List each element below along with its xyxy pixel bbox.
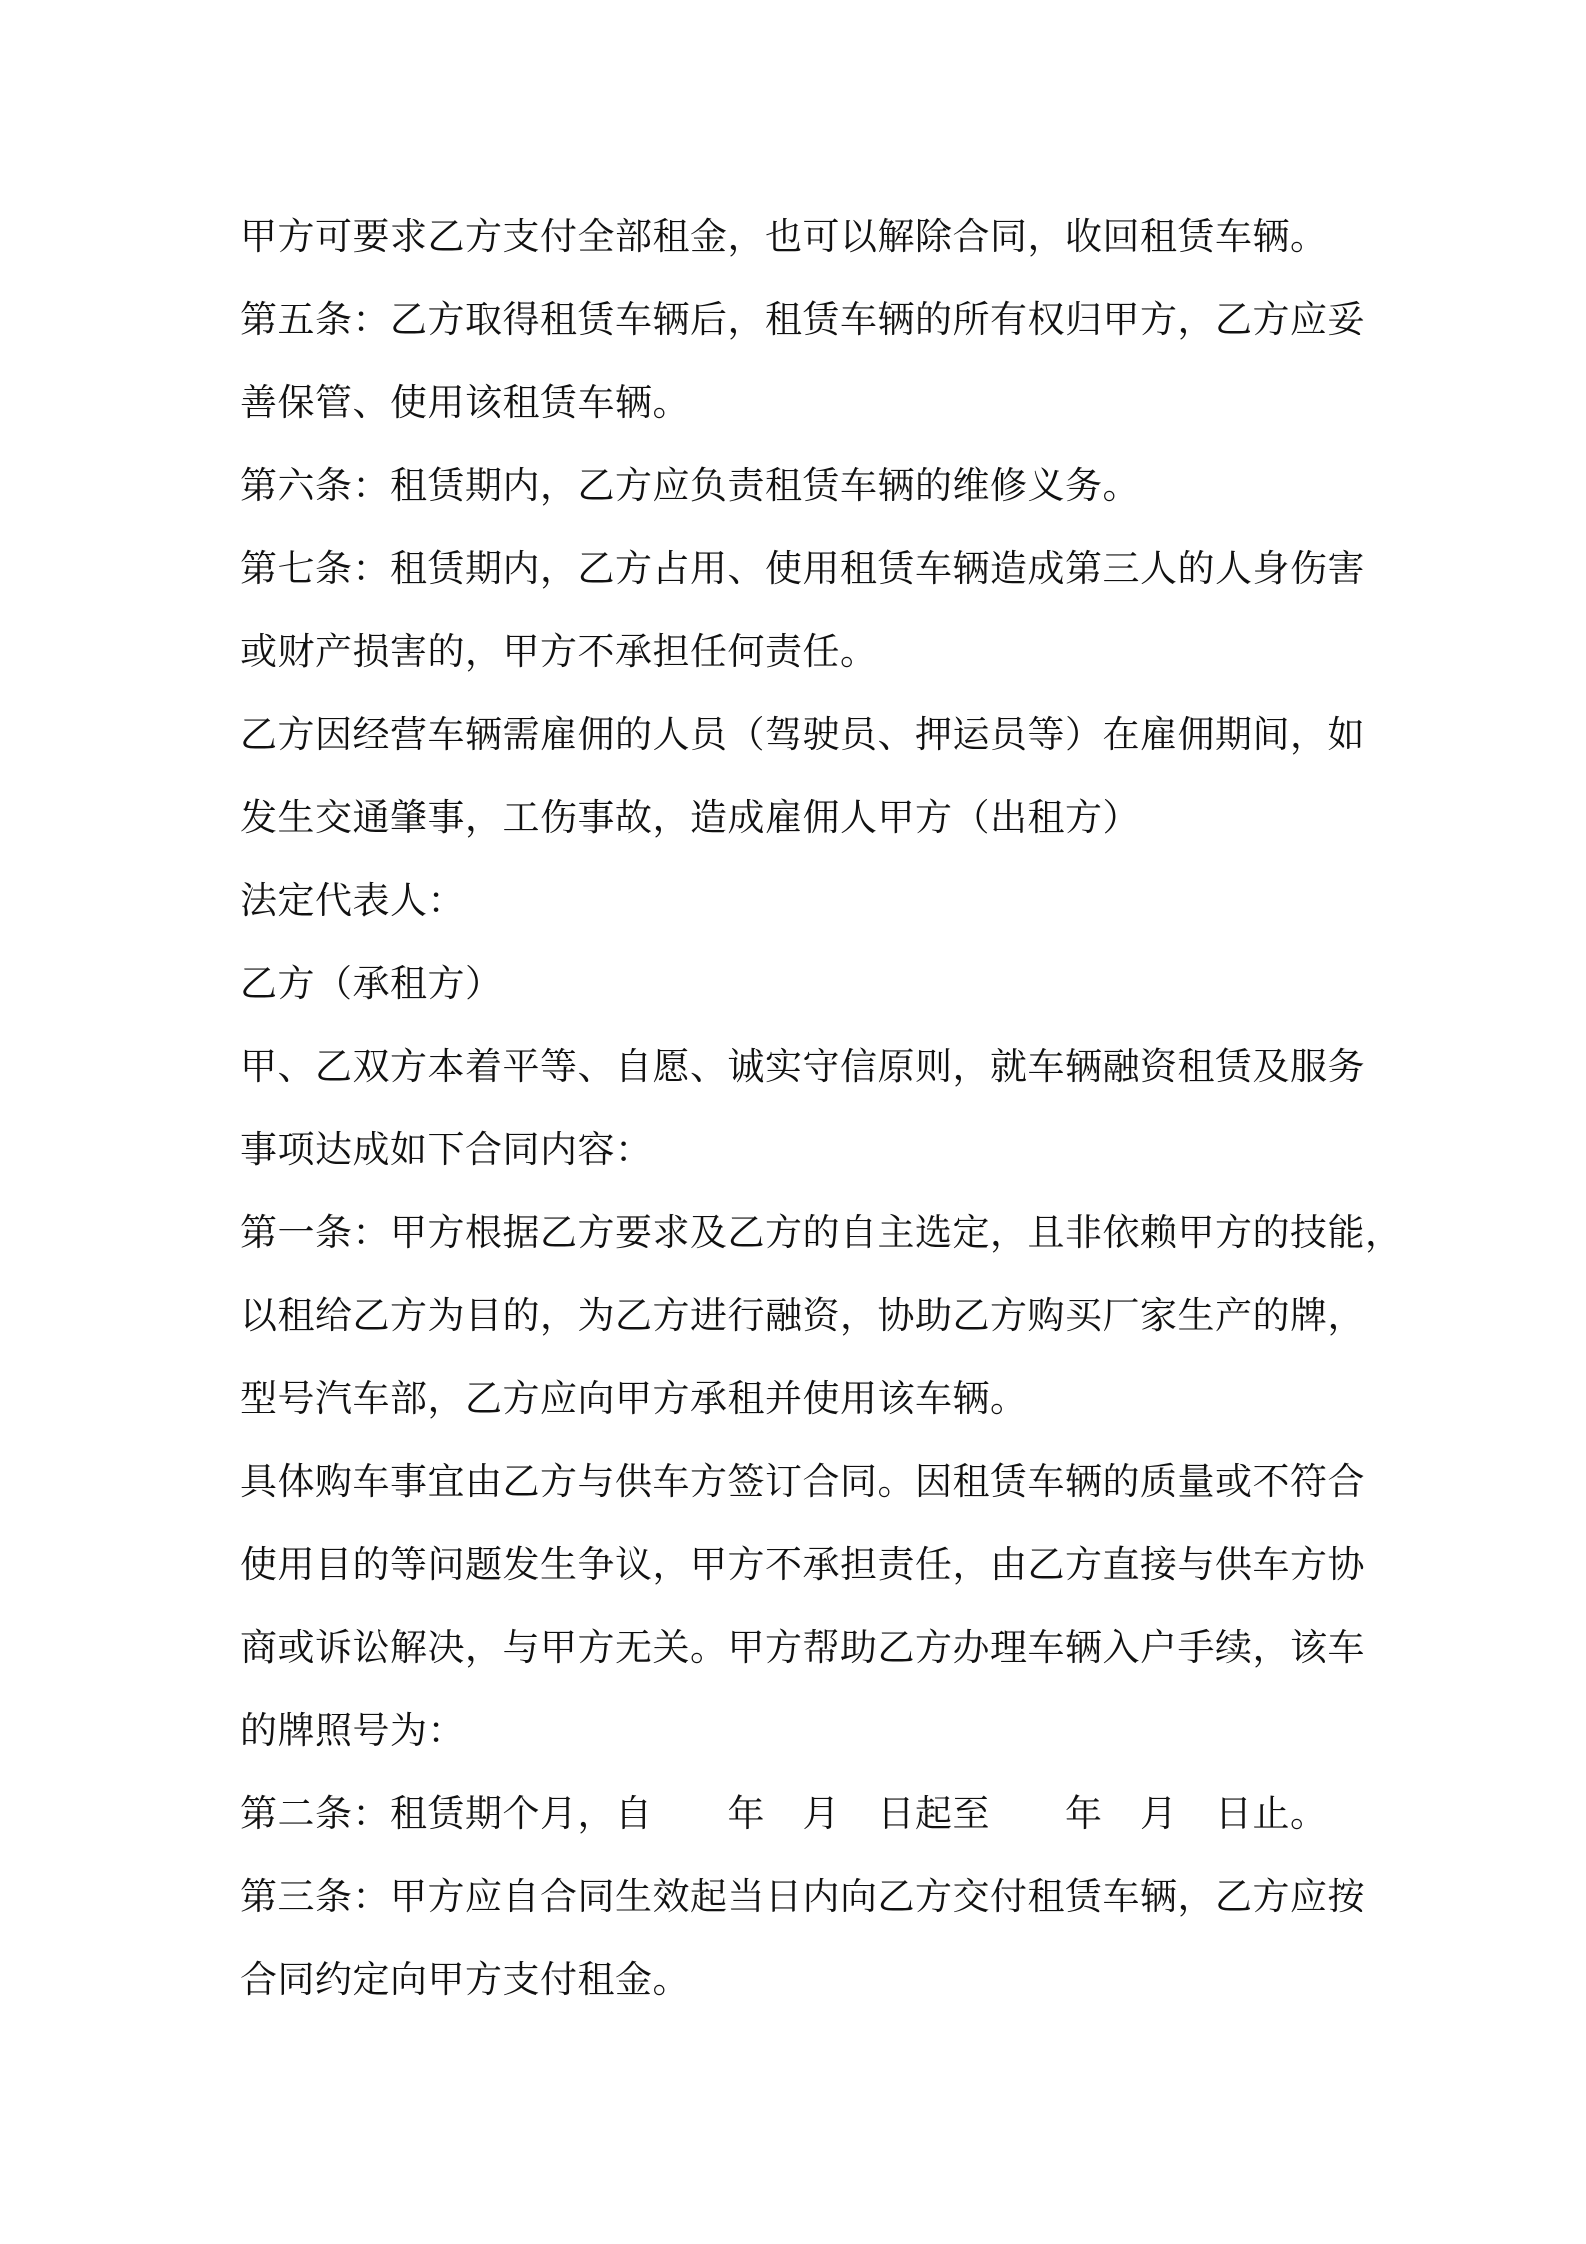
purchase-paragraph-line-2: 使用目的等问题发生争议，甲方不承担责任，由乙方直接与供车方协	[240, 1543, 1365, 1586]
clause-6-line-1: 第六条：租赁期内，乙方应负责租赁车辆的维修义务。	[240, 464, 1140, 507]
clause-3-line-2: 合同约定向甲方支付租金。	[240, 1958, 690, 2001]
legal-representative-label: 法定代表人：	[240, 879, 465, 922]
clause-1-line-3: 型号汽车部，乙方应向甲方承租并使用该车辆。	[240, 1377, 1028, 1420]
clause-5-line-1: 第五条：乙方取得租赁车辆后，租赁车辆的所有权归甲方，乙方应妥	[240, 298, 1365, 341]
text-line-1: 甲方可要求乙方支付全部租金，也可以解除合同，收回租赁车辆。	[240, 215, 1328, 258]
purchase-paragraph-line-1: 具体购车事宜由乙方与供车方签订合同。因租赁车辆的质量或不符合	[240, 1460, 1365, 1503]
clause-1-line-1: 第一条：甲方根据乙方要求及乙方的自主选定，且非依赖甲方的技能，	[240, 1211, 1403, 1254]
employee-paragraph-line-2: 发生交通肇事，工伤事故，造成雇佣人甲方（出租方）	[240, 796, 1140, 839]
preamble-line-1: 甲、乙双方本着平等、自愿、诚实守信原则，就车辆融资租赁及服务	[240, 1045, 1365, 1088]
clause-2-line-1: 第二条：租赁期个月，自 年 月 日起至 年 月 日止。	[240, 1792, 1328, 1835]
preamble-line-2: 事项达成如下合同内容：	[240, 1128, 653, 1171]
document-body	[240, 195, 1403, 2021]
clause-5-line-2: 善保管、使用该租赁车辆。	[240, 381, 690, 424]
clause-3-line-1: 第三条：甲方应自合同生效起当日内向乙方交付租赁车辆，乙方应按	[240, 1875, 1365, 1918]
clause-1-line-2: 以租给乙方为目的，为乙方进行融资，协助乙方购买厂家生产的牌，	[240, 1294, 1365, 1337]
party-b-label: 乙方（承租方）	[240, 962, 503, 1005]
clause-7-line-1: 第七条：租赁期内，乙方占用、使用租赁车辆造成第三人的人身伤害	[240, 547, 1365, 590]
purchase-paragraph-line-4: 的牌照号为：	[240, 1709, 465, 1752]
purchase-paragraph-line-3: 商或诉讼解决，与甲方无关。甲方帮助乙方办理车辆入户手续，该车	[240, 1626, 1365, 1669]
employee-paragraph-line-1: 乙方因经营车辆需雇佣的人员（驾驶员、押运员等）在雇佣期间，如	[240, 713, 1365, 756]
clause-7-line-2: 或财产损害的，甲方不承担任何责任。	[240, 630, 878, 673]
